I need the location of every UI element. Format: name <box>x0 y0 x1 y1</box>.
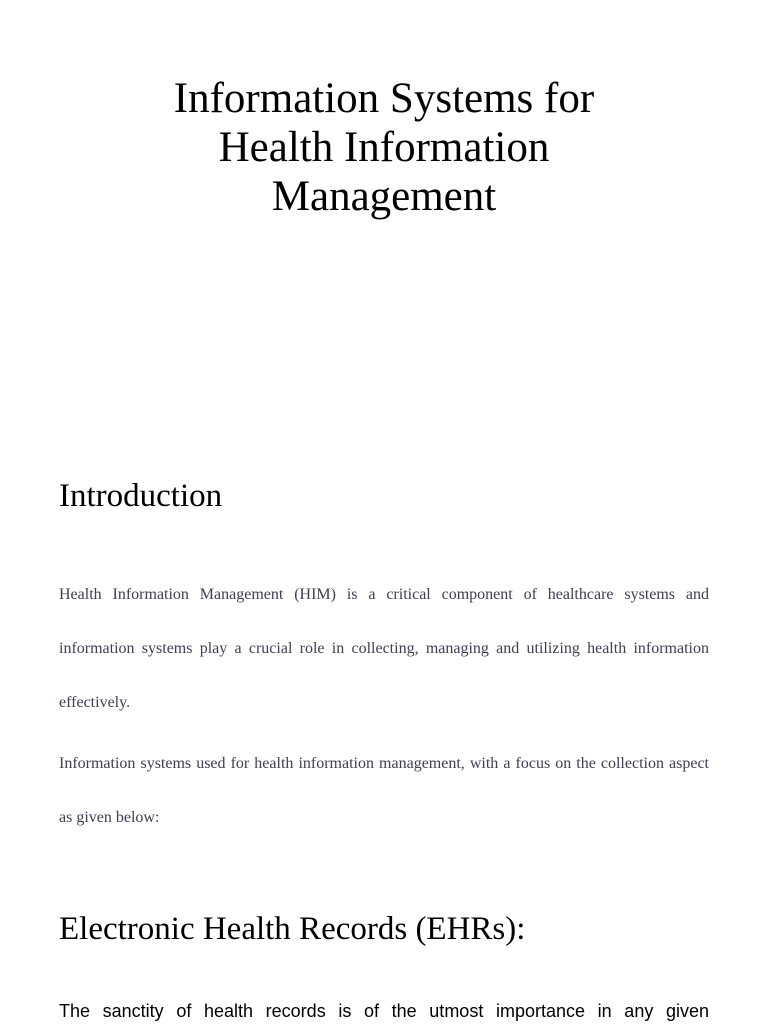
ehr-paragraph: The sanctity of health records is of the utmost importance in any given <box>59 1001 709 1021</box>
intro-paragraph: Health Information Management (HIM) is a critical component of healthcare systems and information systems play a crucial role in collecting, managing and utilizing health information effectively. <box>59 586 709 711</box>
collection-paragraph: Information systems used for health information management, with a focus on the collection aspect as given below: <box>59 755 709 826</box>
introduction-heading: Introduction <box>59 478 223 514</box>
document-title <box>59 74 709 221</box>
title-line: Information Systems for <box>173 75 595 122</box>
title-line: Health Information <box>218 124 550 171</box>
title-line: Management <box>271 173 497 220</box>
ehr-heading: Electronic Health Records (EHRs): <box>59 911 526 947</box>
